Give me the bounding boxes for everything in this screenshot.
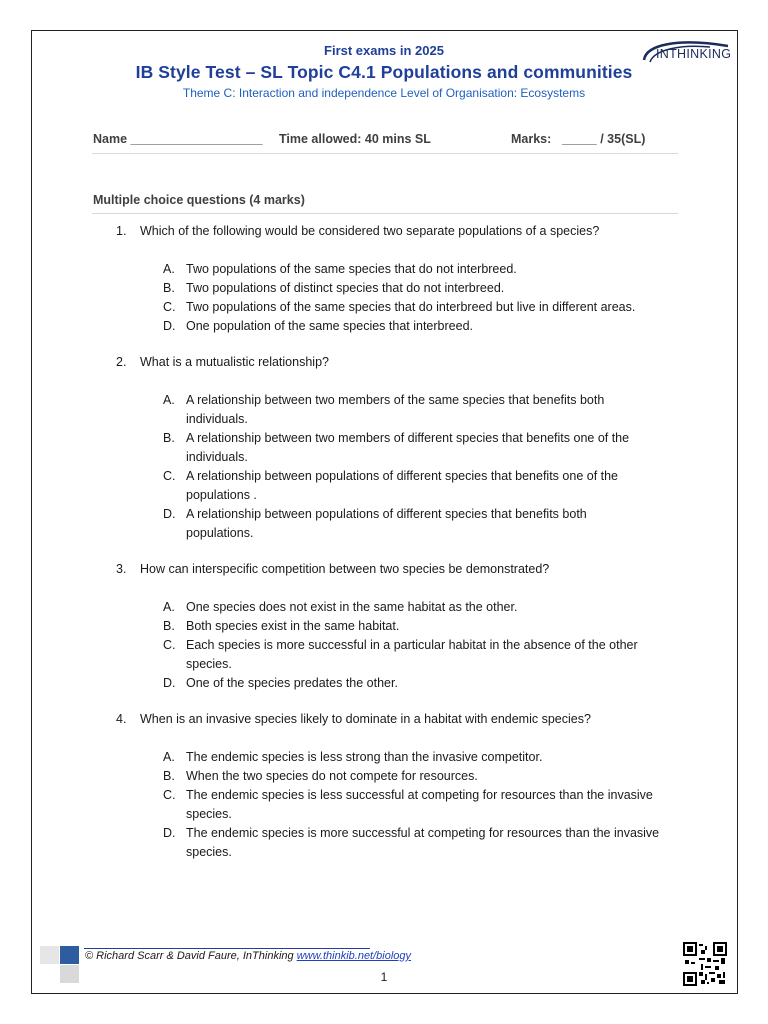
option-text: individuals. xyxy=(186,450,248,464)
first-exams-label: First exams in 2025 xyxy=(324,43,444,58)
option-letter: B. xyxy=(163,431,175,445)
option-letter: C. xyxy=(163,469,176,483)
option-text: Two populations of the same species that do interbreed but live in different areas. xyxy=(186,300,636,314)
question-text: Which of the following would be considered two separate populations of a species? xyxy=(140,224,600,238)
option-letter: D. xyxy=(163,676,176,690)
option-letter: B. xyxy=(163,619,175,633)
option-text: The endemic species is less successful at competing for resources than the invasive xyxy=(186,788,653,802)
option-text: The endemic species is more successful at competing for resources than the invasive xyxy=(186,826,660,840)
theme-subtitle: Theme C: Interaction and independence Level of Organisation: Ecosystems xyxy=(182,86,586,100)
option-letter: D. xyxy=(163,826,176,840)
option-text: A relationship between two members of the same species that benefits both xyxy=(186,393,605,407)
section-heading: Multiple choice questions (4 marks) xyxy=(93,193,305,207)
question-number: 1. xyxy=(116,224,127,238)
option-letter: B. xyxy=(163,281,175,295)
question-text: How can interspecific competition between two species be demonstrated? xyxy=(140,562,550,576)
option-text: Each species is more successful in a particular habitat in the absence of the other xyxy=(186,638,638,652)
option-letter: C. xyxy=(163,300,176,314)
question-number: 4. xyxy=(116,712,127,726)
option-text: A relationship between populations of different species that benefits both xyxy=(186,507,587,521)
option-text: A relationship between two members of different species that benefits one of the xyxy=(186,431,630,445)
option-text: Two populations of distinct species that do not interbreed. xyxy=(186,281,505,295)
option-letter: A. xyxy=(163,600,175,614)
option-letter: D. xyxy=(163,319,176,333)
option-letter: B. xyxy=(163,769,175,783)
time-allowed-label: Time allowed: 40 mins SL xyxy=(279,132,431,146)
option-text: Both species exist in the same habitat. xyxy=(186,619,400,633)
option-letter: A. xyxy=(163,262,175,276)
option-text: species. xyxy=(186,845,232,859)
inthinking-logo xyxy=(640,36,732,66)
marks-label: Marks: xyxy=(511,132,552,146)
option-text: populations . xyxy=(186,488,257,502)
divider xyxy=(92,213,678,214)
option-text: species. xyxy=(186,807,232,821)
page-title: IB Style Test – SL Topic C4.1 Populations and communities xyxy=(135,62,633,82)
logo-text: INTHINKING xyxy=(656,47,732,61)
footer-rule xyxy=(84,948,370,949)
option-text: Two populations of the same species that do not interbreed. xyxy=(186,262,517,276)
option-text: individuals. xyxy=(186,412,248,426)
marks-value: _____ / 35(SL) xyxy=(562,132,646,146)
option-text: A relationship between populations of different species that benefits one of the xyxy=(186,469,619,483)
divider xyxy=(92,153,678,154)
footer-copyright xyxy=(85,950,411,962)
square-blue xyxy=(60,946,79,964)
option-letter: A. xyxy=(163,393,175,407)
qr-code-icon xyxy=(683,942,727,986)
question-text: What is a mutualistic relationship? xyxy=(140,355,329,369)
option-text: The endemic species is less strong than the invasive competitor. xyxy=(186,750,543,764)
option-text: When the two species do not compete for resources. xyxy=(186,769,478,783)
option-text: One population of the same species that interbreed. xyxy=(186,319,473,333)
copyright-text: © Richard Scarr & David Faure, InThinking xyxy=(85,950,297,962)
thinkib-link[interactable]: www.thinkib.net/biology xyxy=(296,950,412,962)
option-letter: C. xyxy=(163,638,176,652)
option-letter: A. xyxy=(163,750,175,764)
question-text: When is an invasive species likely to dominate in a habitat with endemic species? xyxy=(140,712,591,726)
option-text: populations. xyxy=(186,526,254,540)
name-field-label: Name ___________________ xyxy=(93,132,263,146)
square-gray xyxy=(40,946,59,964)
question-number: 3. xyxy=(116,562,127,576)
option-letter: D. xyxy=(163,507,176,521)
question-number: 2. xyxy=(116,355,127,369)
option-text: species. xyxy=(186,657,232,671)
option-letter: C. xyxy=(163,788,176,802)
option-text: One of the species predates the other. xyxy=(186,676,398,690)
option-text: One species does not exist in the same habitat as the other. xyxy=(186,600,518,614)
page-number: 1 xyxy=(380,970,388,984)
